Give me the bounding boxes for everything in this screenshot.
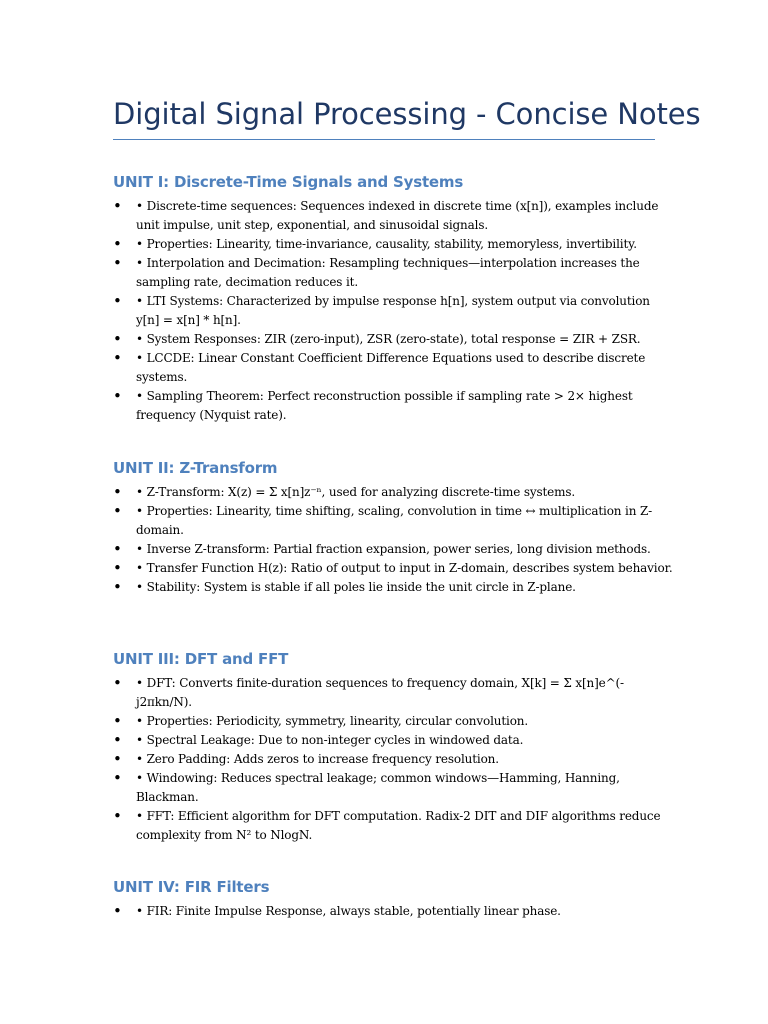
section-heading: UNIT IV: FIR Filters (113, 878, 270, 896)
section-unit-4 (113, 877, 673, 921)
list-item-text: • LTI Systems: Characterized by impulse response h[n], system output via convolution y[n] = x[n] * h[n]. (136, 294, 650, 327)
list-item (113, 807, 673, 845)
bullet-icon: • (113, 349, 122, 367)
bullet-icon: • (113, 674, 122, 692)
list-item-text: • Properties: Linearity, time-invariance, causality, stability, memoryless, invertibility. (136, 237, 637, 251)
bullet-icon: • (113, 235, 122, 253)
list-item-text: • Inverse Z-transform: Partial fraction expansion, power series, long division methods. (136, 542, 651, 556)
bullet-list (113, 902, 673, 921)
section-unit-2 (113, 458, 673, 597)
title-underline (113, 139, 655, 140)
bullet-icon: • (113, 750, 122, 768)
list-item-text: • Zero Padding: Adds zeros to increase frequency resolution. (136, 752, 499, 766)
page-title: Digital Signal Processing - Concise Notes (113, 97, 701, 131)
list-item (113, 197, 673, 235)
section-heading: UNIT II: Z-Transform (113, 459, 278, 477)
list-item-text: • Discrete-time sequences: Sequences indexed in discrete time (x[n]), examples include unit impulse, unit step, exponential, and sinusoidal signals. (136, 199, 659, 232)
list-item (113, 292, 673, 330)
bullet-list (113, 197, 673, 425)
bullet-icon: • (113, 387, 122, 405)
list-item-text: • DFT: Converts finite-duration sequences to frequency domain, X[k] = Σ x[n]e^(-j2πkn/N). (136, 676, 624, 709)
list-item (113, 254, 673, 292)
list-item-text: • Stability: System is stable if all poles lie inside the unit circle in Z-plane. (136, 580, 576, 594)
list-item (113, 750, 673, 769)
bullet-icon: • (113, 540, 122, 558)
list-item (113, 902, 673, 921)
list-item-text: • Properties: Linearity, time shifting, scaling, convolution in time ↔ multiplication in Z-domain. (136, 504, 653, 537)
bullet-list (113, 483, 673, 597)
bullet-icon: • (113, 902, 122, 920)
list-item (113, 330, 673, 349)
bullet-list (113, 674, 673, 845)
list-item-text: • FFT: Efficient algorithm for DFT computation. Radix-2 DIT and DIF algorithms reduce complexity from N² to NlogN. (136, 809, 661, 842)
list-item (113, 540, 673, 559)
list-item (113, 235, 673, 254)
bullet-icon: • (113, 483, 122, 501)
bullet-icon: • (113, 807, 122, 825)
list-item (113, 712, 673, 731)
section-unit-1 (113, 172, 673, 425)
bullet-icon: • (113, 254, 122, 272)
bullet-icon: • (113, 712, 122, 730)
list-item-text: • Sampling Theorem: Perfect reconstruction possible if sampling rate > 2× highest frequency (Nyquist rate). (136, 389, 633, 422)
list-item-text: • Transfer Function H(z): Ratio of output to input in Z-domain, describes system behavior. (136, 561, 673, 575)
bullet-icon: • (113, 731, 122, 749)
list-item (113, 769, 673, 807)
list-item (113, 502, 673, 540)
list-item (113, 559, 673, 578)
list-item-text: • Interpolation and Decimation: Resampling techniques—interpolation increases the sampling rate, decimation reduces it. (136, 256, 640, 289)
bullet-icon: • (113, 578, 122, 596)
section-heading: UNIT I: Discrete-Time Signals and Systems (113, 173, 464, 191)
list-item (113, 674, 673, 712)
bullet-icon: • (113, 502, 122, 520)
list-item-text: • Z-Transform: X(z) = Σ x[n]z⁻ⁿ, used for analyzing discrete-time systems. (136, 485, 576, 499)
section-unit-3 (113, 649, 673, 845)
list-item-text: • LCCDE: Linear Constant Coefficient Difference Equations used to describe discrete systems. (136, 351, 646, 384)
list-item-text: • Windowing: Reduces spectral leakage; common windows—Hamming, Hanning, Blackman. (136, 771, 620, 804)
list-item (113, 578, 673, 597)
list-item (113, 731, 673, 750)
list-item-text: • System Responses: ZIR (zero-input), ZSR (zero-state), total response = ZIR + ZSR. (136, 332, 641, 346)
bullet-icon: • (113, 559, 122, 577)
bullet-icon: • (113, 197, 122, 215)
bullet-icon: • (113, 769, 122, 787)
list-item-text: • FIR: Finite Impulse Response, always stable, potentially linear phase. (136, 904, 561, 918)
list-item-text: • Properties: Periodicity, symmetry, linearity, circular convolution. (136, 714, 529, 728)
list-item (113, 483, 673, 502)
list-item (113, 349, 673, 387)
list-item (113, 387, 673, 425)
list-item-text: • Spectral Leakage: Due to non-integer cycles in windowed data. (136, 733, 524, 747)
bullet-icon: • (113, 292, 122, 310)
bullet-icon: • (113, 330, 122, 348)
section-heading: UNIT III: DFT and FFT (113, 650, 289, 668)
